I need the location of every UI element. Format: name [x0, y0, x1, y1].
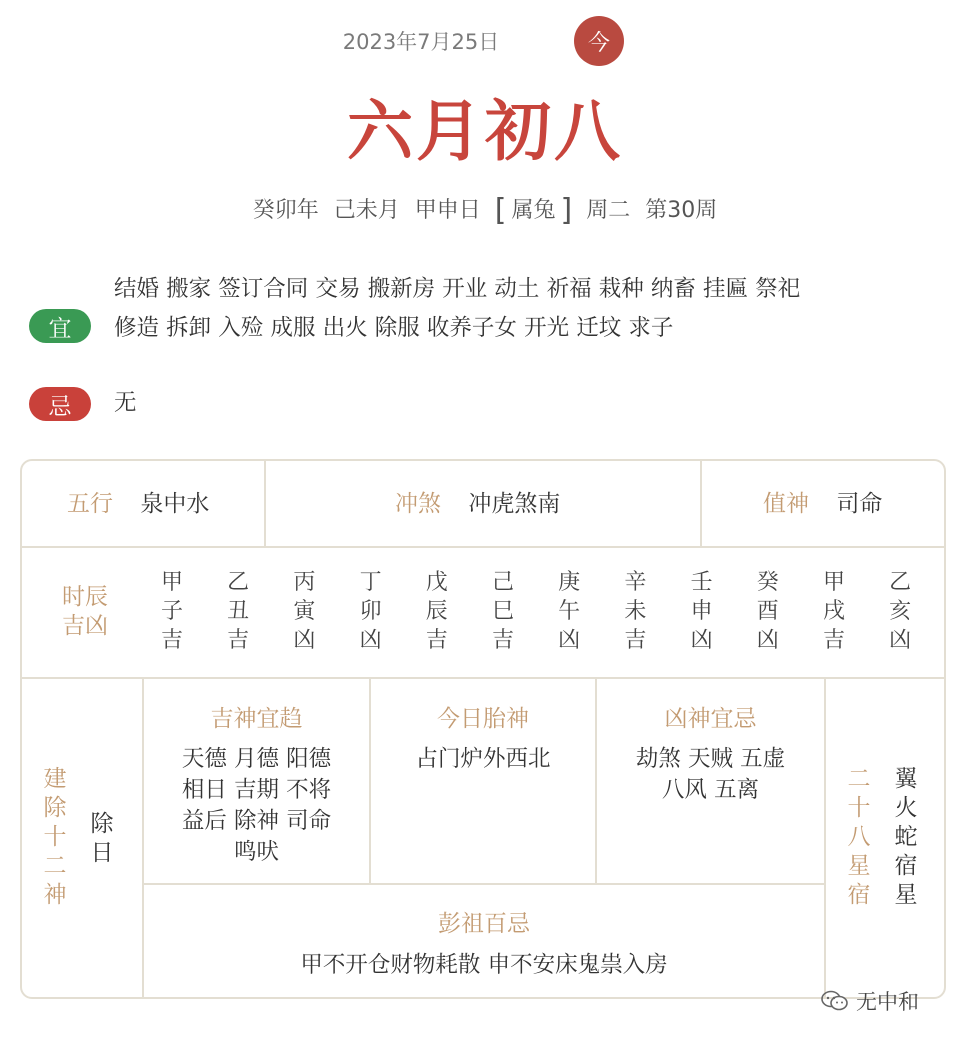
divider: [264, 461, 266, 547]
shichen-hour: [885, 568, 915, 655]
hour-branch: 巳: [491, 599, 514, 624]
jishen-line: 相日 吉期 不将: [181, 777, 332, 803]
shichen-hour: [819, 568, 849, 655]
pengzu-text: 甲不开仓财物耗散 申不安床鬼祟入房: [300, 952, 668, 978]
hour-branch: 申: [690, 599, 713, 624]
shichen-hour: [223, 568, 253, 655]
hour-branch: 午: [558, 599, 581, 624]
wuxing-cell: [67, 485, 209, 518]
pengzu-title: 彭祖百忌: [438, 911, 530, 937]
shichen-hour: [422, 568, 452, 655]
xiongshen-line: 八风 五离: [661, 777, 760, 803]
week-number: 第30周: [645, 198, 718, 223]
hour-branch: 辰: [425, 599, 448, 624]
xiongshen-line: 劫煞 天贼 五虚: [635, 746, 786, 772]
taishen-title: 今日胎神: [437, 706, 529, 732]
hour-stem: 丙: [293, 570, 316, 595]
yi-activities: 结婚 搬家 签订合同 交易 搬新房 开业 动土 祈福 栽种 纳畜 挂匾 祭祀 修造 拆卸 入殓 成服 出火 除服 收养子女 开光 迁坟 求子: [114, 276, 801, 341]
hour-branch: 戌: [822, 599, 845, 624]
jishen-line: 天德 月德 阳德: [181, 746, 332, 772]
shichen-hour: [554, 568, 584, 655]
taishen-value: 占门炉外西北: [415, 746, 551, 772]
divider: [21, 677, 946, 679]
divider: [700, 461, 702, 547]
chongsha-cell: [395, 485, 560, 518]
hour-branch: 卯: [359, 599, 382, 624]
hour-luck: 凶: [558, 628, 581, 653]
zhishen-cell: [763, 485, 882, 518]
lunar-date-title: 六月初八: [347, 92, 623, 170]
hour-luck: 凶: [690, 628, 713, 653]
jishen-title: 吉神宜趋: [210, 706, 303, 732]
shichen-hour: [620, 568, 650, 655]
xingxiu-label: 二十八星宿: [847, 766, 871, 908]
wuxing-value: 泉中水: [140, 491, 210, 517]
hour-branch: 未: [624, 599, 647, 624]
hour-branch: 酉: [756, 599, 779, 624]
hour-luck: 吉: [425, 628, 448, 653]
hour-stem: 甲: [160, 570, 183, 595]
jishen-line: 鸣吠: [233, 839, 279, 865]
hour-stem: 戊: [425, 570, 448, 595]
hour-stem: 庚: [558, 570, 581, 595]
bracket-open: [: [494, 193, 507, 228]
zhishen-value: 司命: [836, 491, 883, 517]
shichen-hour: [687, 568, 717, 655]
hour-luck: 吉: [227, 628, 250, 653]
shichen-hour: [488, 568, 518, 655]
divider: [824, 678, 826, 998]
jishen-line: 益后 除神 司命: [181, 808, 332, 834]
hour-luck: 吉: [160, 628, 183, 653]
shichen-hour: [157, 568, 187, 655]
yi-badge: 宜: [29, 309, 91, 343]
hour-luck: 凶: [293, 628, 316, 653]
shichen-hour: [356, 568, 386, 655]
ganzhi-line: [0, 190, 970, 228]
today-button[interactable]: 今: [574, 16, 624, 66]
xingxiu-value: 翼火蛇宿星: [894, 766, 918, 908]
hour-luck: 凶: [756, 628, 779, 653]
shichen-hour: [289, 568, 319, 655]
weekday: 周二: [586, 198, 631, 223]
hour-stem: 乙: [889, 570, 912, 595]
hour-branch: 子: [160, 599, 183, 624]
watermark-text: 无中和: [856, 990, 919, 1014]
hour-stem: 丁: [359, 570, 382, 595]
hour-luck: 凶: [359, 628, 382, 653]
hour-branch: 寅: [293, 599, 316, 624]
year-ganzhi: 癸卯年: [252, 198, 319, 223]
wechat-icon: [820, 990, 850, 1012]
zhishen-label: 值神: [763, 491, 809, 517]
hour-luck: 吉: [491, 628, 514, 653]
hour-stem: 癸: [756, 570, 779, 595]
hour-stem: 壬: [690, 570, 713, 595]
zodiac: 属兔: [511, 198, 556, 223]
hour-stem: 己: [491, 570, 514, 595]
bracket-close: ]: [560, 193, 573, 228]
divider: [143, 883, 825, 885]
hour-luck: 吉: [822, 628, 845, 653]
jishen-list: [144, 744, 369, 868]
hour-luck: 吉: [624, 628, 647, 653]
divider: [21, 546, 946, 548]
watermark: [820, 986, 919, 1016]
jianchu-label: 建除十二神: [43, 766, 67, 908]
day-ganzhi: 甲申日: [414, 198, 481, 223]
shichen-hour: [753, 568, 783, 655]
shichen-label-line: 时辰: [62, 584, 108, 610]
hour-stem: 辛: [624, 570, 647, 595]
jianchu-value: 除日: [90, 811, 114, 866]
shichen-label-line: 吉凶: [62, 613, 108, 639]
solar-date: 2023年7月25日: [342, 30, 500, 54]
xiongshen-title: 凶神宜忌: [664, 706, 757, 732]
wuxing-label: 五行: [67, 491, 113, 517]
xiongshen-list: [597, 744, 824, 806]
hour-branch: 亥: [889, 599, 912, 624]
month-ganzhi: 己未月: [333, 198, 400, 223]
chongsha-label: 冲煞: [395, 491, 441, 517]
ji-activities: 无: [114, 390, 137, 416]
hour-stem: 甲: [822, 570, 845, 595]
hour-stem: 乙: [227, 570, 250, 595]
shichen-label: [62, 583, 108, 641]
chongsha-value: 冲虎煞南: [468, 491, 561, 517]
hour-luck: 凶: [889, 628, 912, 653]
hour-branch: 丑: [227, 599, 250, 624]
ji-badge: 忌: [29, 387, 91, 421]
